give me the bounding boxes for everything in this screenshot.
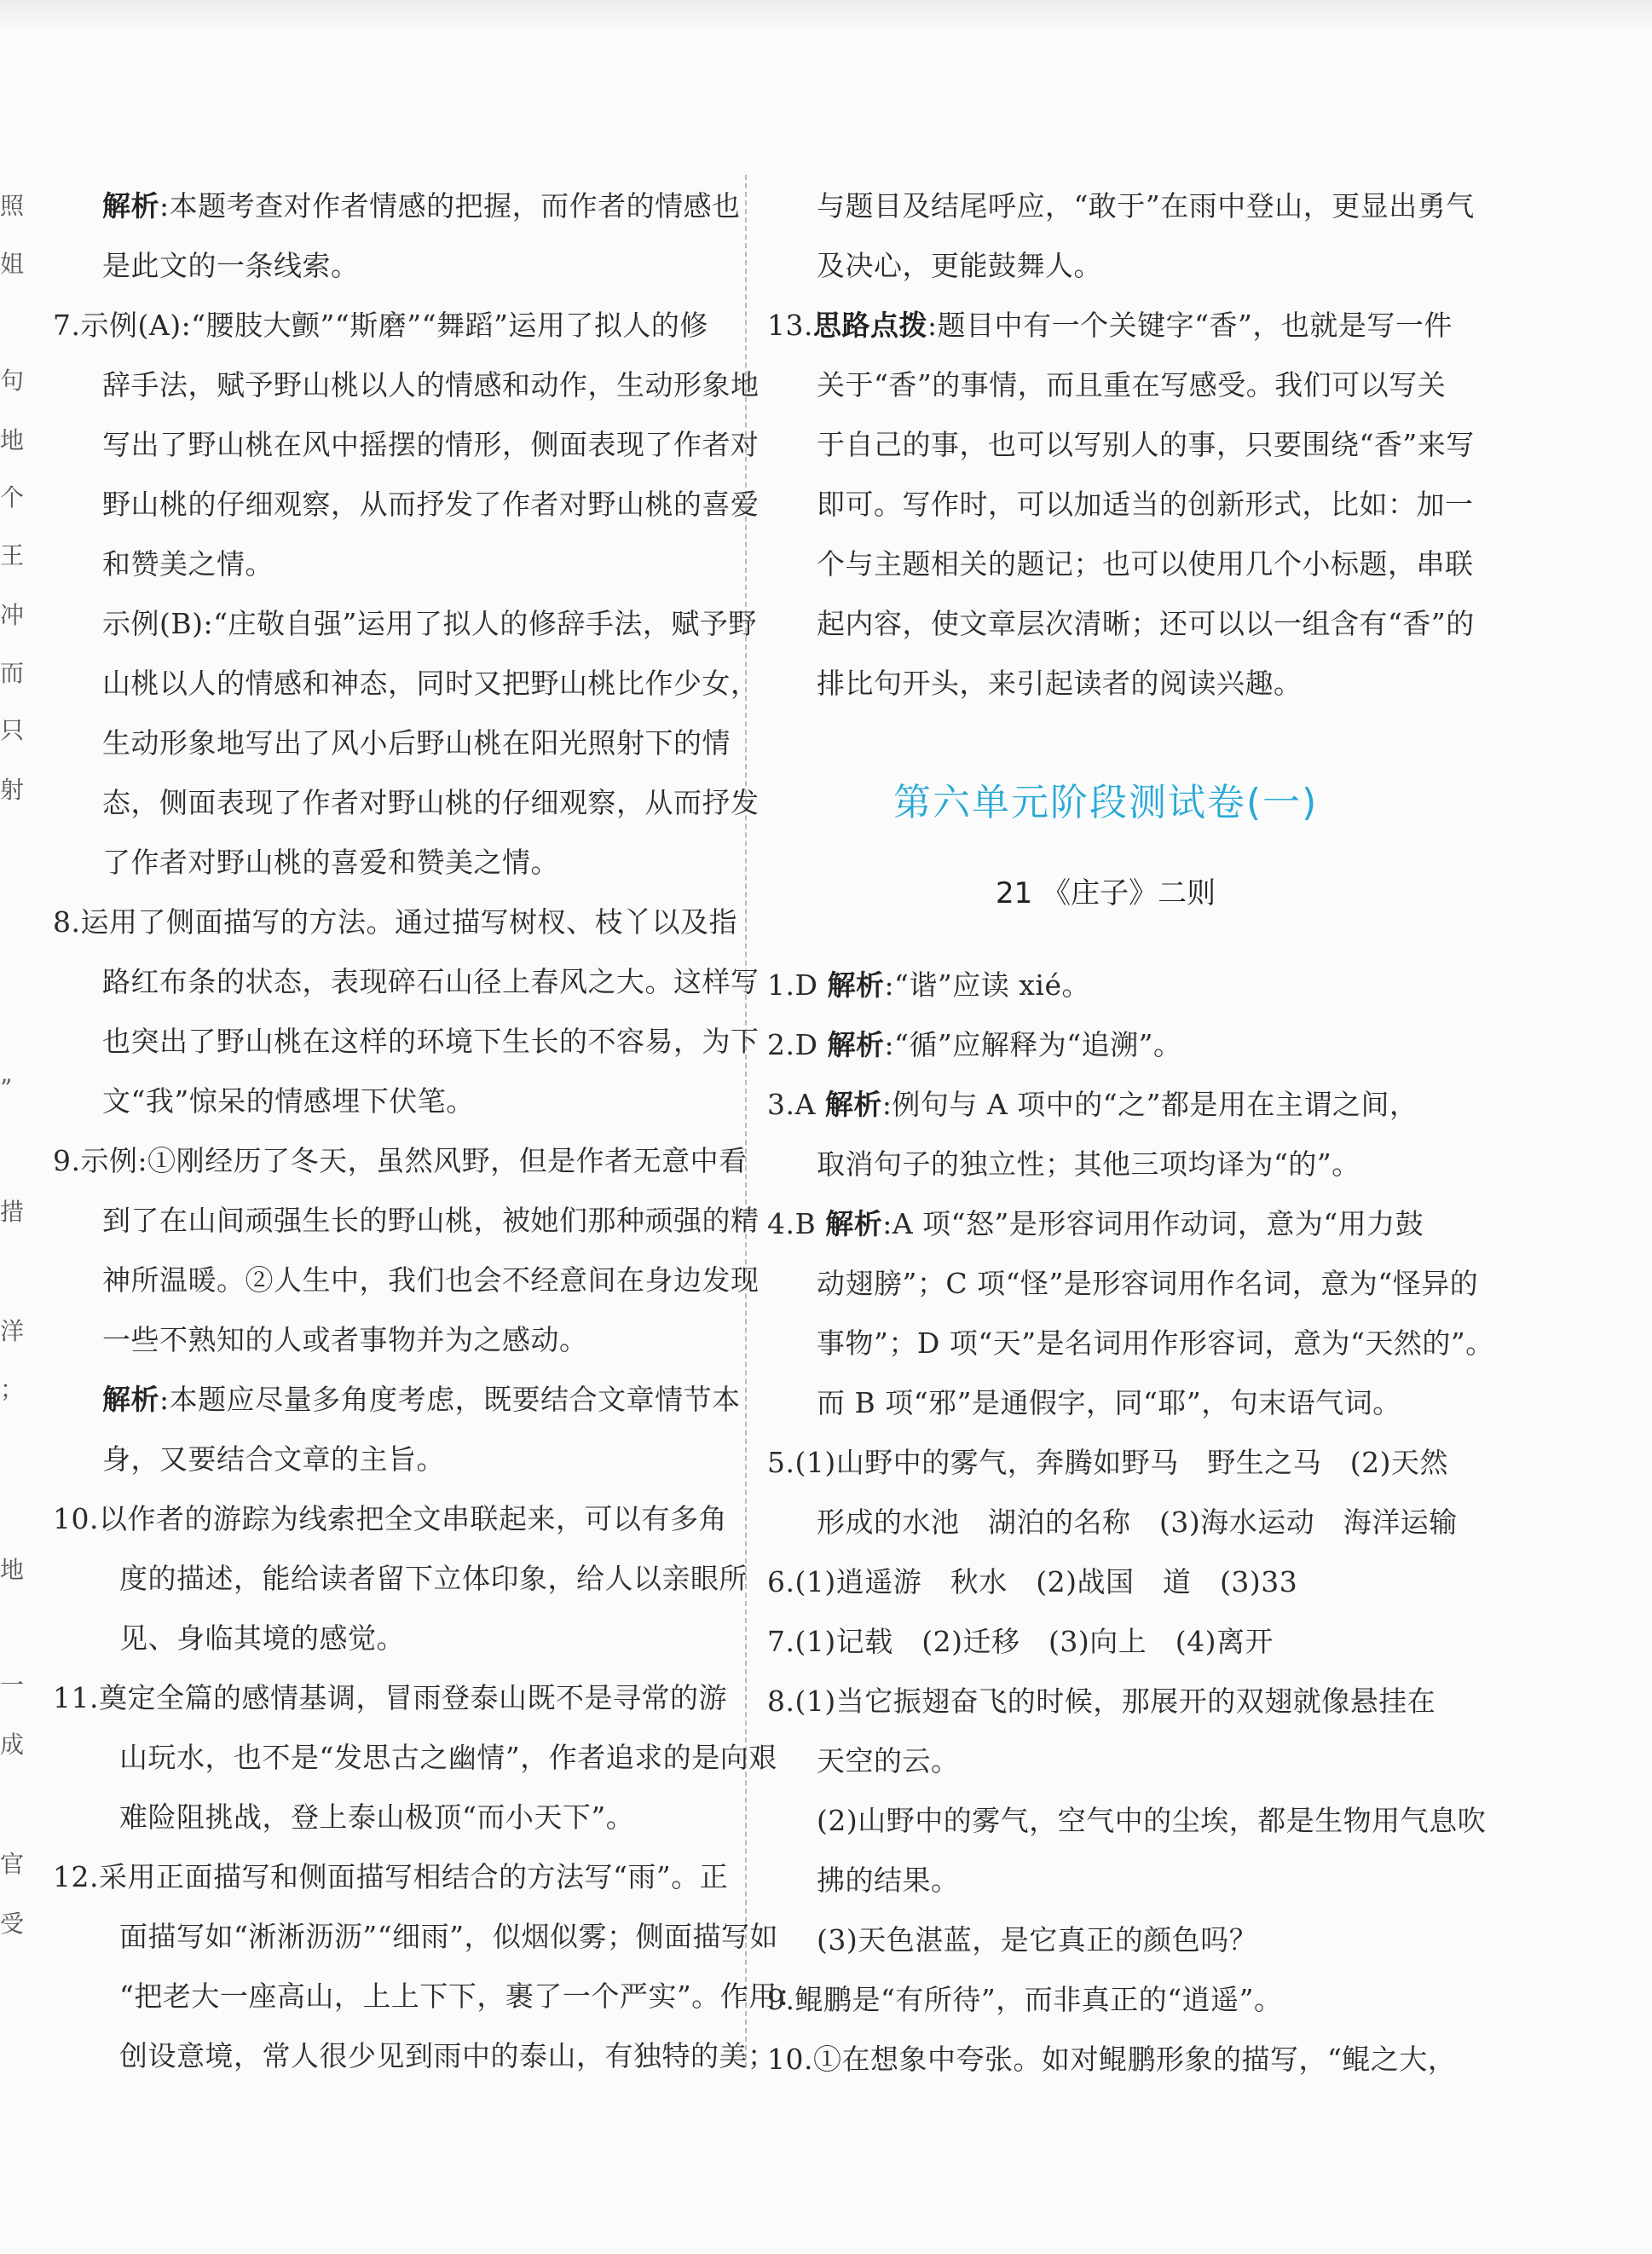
answer-10: 10.以作者的游踪为线索把全文串联起来，可以有多角 (53, 1502, 727, 1535)
analysis-label: 解析 (825, 1207, 883, 1240)
text-line: 度的描述，能给读者留下立体印象，给人以亲眼所 (119, 1562, 748, 1595)
text-line: “把老大一座高山，上上下下，裹了一个严实”。作用： (119, 1979, 806, 2013)
edge-char: ； (0, 1375, 25, 1403)
page-top-shadow (0, 0, 1652, 34)
answer-9: 9.示例:①刚经历了冬天，虽然风野，但是作者无意中看 (53, 1144, 748, 1177)
text-line: 见、身临其境的感觉。 (119, 1621, 405, 1655)
text-line: (2)山野中的雾气，空气中的尘埃，都是生物用气息吹 (817, 1804, 1487, 1837)
item-number: 13. (767, 309, 813, 342)
text-line: 路红布条的状态，表现碎石山径上春风之大。这样写 (102, 965, 760, 998)
edge-char: 冲 (0, 601, 25, 629)
edge-char: 而 (0, 659, 25, 687)
edge-char: 受 (0, 1910, 25, 1938)
text-line: 取消句子的独立性；其他三项均译为“的”。 (817, 1147, 1360, 1181)
answer-10: 10.①在想象中夸张。如对鲲鹏形象的描写，“鲲之大， (767, 2043, 1457, 2076)
answer-7: 7.(1)记载 (2)迁移 (3)向上 (4)离开 (767, 1625, 1274, 1658)
edge-char: 措 (0, 1198, 25, 1226)
item-number: 4.B (767, 1207, 826, 1240)
analysis-line (102, 1378, 741, 1418)
text-line: 关于“香”的事情，而且重在写感受。我们可以写关 (817, 368, 1447, 402)
text-line: 文“我”惊呆的情感埋下伏笔。 (102, 1084, 475, 1118)
edge-char: 姐 (0, 250, 25, 278)
edge-char: 王 (0, 541, 25, 569)
text: :本题应尽量多角度考虑，既要结合文章情节本 (159, 1383, 741, 1416)
edge-char: 射 (0, 776, 25, 804)
text-line: 示例(B):“庄敬自强”运用了拟人的修辞手法，赋予野 (102, 607, 757, 640)
text-line: 于自己的事，也可以写别人的事，只要围绕“香”来写 (817, 428, 1475, 461)
text: :例句与 A 项中的“之”都是用在主谓之间， (881, 1088, 1418, 1121)
text-line: 一些不熟知的人或者事物并为之感动。 (102, 1323, 588, 1356)
edge-char: 地 (0, 1556, 25, 1584)
text-line: 身，又要结合文章的主旨。 (102, 1442, 445, 1476)
text-line: 起内容，使文章层次清晰；还可以以一组含有“香”的 (817, 607, 1475, 640)
text: :“循”应解释为“追溯”。 (884, 1028, 1182, 1061)
answer-2 (767, 1023, 1182, 1063)
edge-char: 个 (0, 483, 25, 511)
text-line: 形成的水池 湖泊的名称 (3)海水运动 海洋运输 (817, 1506, 1458, 1539)
text-line: 山玩水，也不是“发思古之幽情”，作者追求的是向艰 (119, 1741, 777, 1774)
text-line: 动翅膀”；C 项“怪”是形容词用作名词，意为“怪异的 (817, 1267, 1479, 1300)
text-line: 难险阻挑战，登上泰山极顶“而小天下”。 (119, 1800, 635, 1834)
text-line: 野山桃的仔细观察，从而抒发了作者对野山桃的喜爱 (102, 488, 760, 521)
answer-3 (767, 1083, 1418, 1123)
answer-7: 7.示例(A):“腰肢大颤”“斯磨”“舞蹈”运用了拟人的修 (53, 309, 708, 342)
text-line: 与题目及结尾呼应，“敢于”在雨中登山，更显出勇气 (817, 189, 1475, 223)
text-line: 个与主题相关的题记；也可以使用几个小标题，串联 (817, 547, 1474, 581)
text-line: 天空的云。 (817, 1744, 960, 1777)
lesson-title: 21 《庄子》二则 (996, 876, 1216, 910)
text-line: 是此文的一条线索。 (102, 249, 360, 282)
text-line: 写出了野山桃在风中摇摆的情形，侧面表现了作者对 (102, 428, 760, 461)
text: :“谐”应读 xié。 (884, 968, 1090, 1002)
edge-char: 官 (0, 1850, 25, 1878)
edge-char: 成 (0, 1731, 25, 1759)
text-line: 及决心，更能鼓舞人。 (817, 249, 1102, 282)
edge-char: 一 (0, 1671, 25, 1699)
answer-9: 9.鲲鹏是“有所待”，而非真正的“逍遥”。 (767, 1983, 1283, 2016)
text: :题目中有一个关键字“香”，也就是写一件 (927, 309, 1453, 342)
analysis-label: 解析 (827, 968, 885, 1002)
analysis-line (102, 184, 741, 224)
edge-char: 句 (0, 367, 25, 395)
edge-char: ” (0, 1074, 13, 1102)
item-number: 1.D (767, 968, 828, 1002)
text-line: 山桃以人的情感和神态，同时又把野山桃比作少女， (102, 667, 760, 700)
text-line: 也突出了野山桃在这样的环境下生长的不容易，为下 (102, 1025, 760, 1058)
answer-13 (767, 303, 1453, 344)
text-line: 态，侧面表现了作者对野山桃的仔细观察，从而抒发 (102, 786, 760, 819)
section-title: 第六单元阶段测试卷(一) (893, 781, 1319, 824)
answer-4 (767, 1202, 1424, 1242)
hint-label: 思路点拨 (812, 309, 927, 342)
answer-1 (767, 963, 1090, 1003)
text-line: (3)天色湛蓝，是它真正的颜色吗？ (817, 1923, 1258, 1956)
text: :A 项“怒”是形容词用作动词，意为“用力鼓 (882, 1207, 1424, 1240)
text-line: 了作者对野山桃的喜爱和赞美之情。 (102, 846, 559, 879)
text-line: 到了在山间顽强生长的野山桃，被她们那种顽强的精 (102, 1204, 760, 1237)
answer-12: 12.采用正面描写和侧面描写相结合的方法写“雨”。正 (53, 1860, 729, 1893)
answer-6: 6.(1)逍遥游 秋水 (2)战国 道 (3)33 (767, 1565, 1298, 1598)
answer-8: 8.运用了侧面描写的方法。通过描写树杈、枝丫以及指 (53, 905, 737, 939)
answer-5: 5.(1)山野中的雾气，奔腾如野马 野生之马 (2)天然 (767, 1446, 1448, 1479)
text-line: 事物”；D 项“天”是名词用作形容词，意为“天然的”。 (817, 1326, 1494, 1360)
text-line: 创设意境，常人很少见到雨中的泰山，有独特的美； (119, 2039, 777, 2072)
analysis-label: 解析 (102, 1383, 159, 1416)
analysis-label: 解析 (827, 1028, 885, 1061)
item-number: 2.D (767, 1028, 828, 1061)
text: :本题考查对作者情感的把握，而作者的情感也 (159, 189, 741, 223)
edge-char: 照 (0, 192, 25, 220)
text-line: 拂的结果。 (817, 1864, 960, 1897)
analysis-label: 解析 (102, 189, 159, 223)
text-line: 排比句开头，来引起读者的阅读兴趣。 (817, 667, 1303, 700)
text-line: 生动形象地写出了风小后野山桃在阳光照射下的情 (102, 726, 731, 760)
text-line: 辞手法，赋予野山桃以人的情感和动作，生动形象地 (102, 368, 760, 402)
edge-char: 洋 (0, 1317, 25, 1345)
text-line: 而 B 项“邪”是通假字，同“耶”，句末语气词。 (817, 1386, 1401, 1419)
text-line: 面描写如“淅淅沥沥”“细雨”，似烟似雾；侧面描写如 (119, 1920, 778, 1953)
answer-8: 8.(1)当它振翅奋飞的时候，那展开的双翅就像悬挂在 (767, 1685, 1436, 1718)
item-number: 3.A (767, 1088, 825, 1121)
text-line: 即可。写作时，可以加适当的创新形式，比如：加一 (817, 488, 1474, 521)
analysis-label: 解析 (824, 1088, 882, 1121)
answer-11: 11.奠定全篇的感情基调，冒雨登泰山既不是寻常的游 (53, 1681, 727, 1714)
text-line: 和赞美之情。 (102, 547, 274, 581)
text-line: 神所温暖。②人生中，我们也会不经意间在身边发现 (102, 1263, 760, 1297)
edge-char: 地 (0, 426, 25, 454)
edge-char: 只 (0, 716, 25, 744)
